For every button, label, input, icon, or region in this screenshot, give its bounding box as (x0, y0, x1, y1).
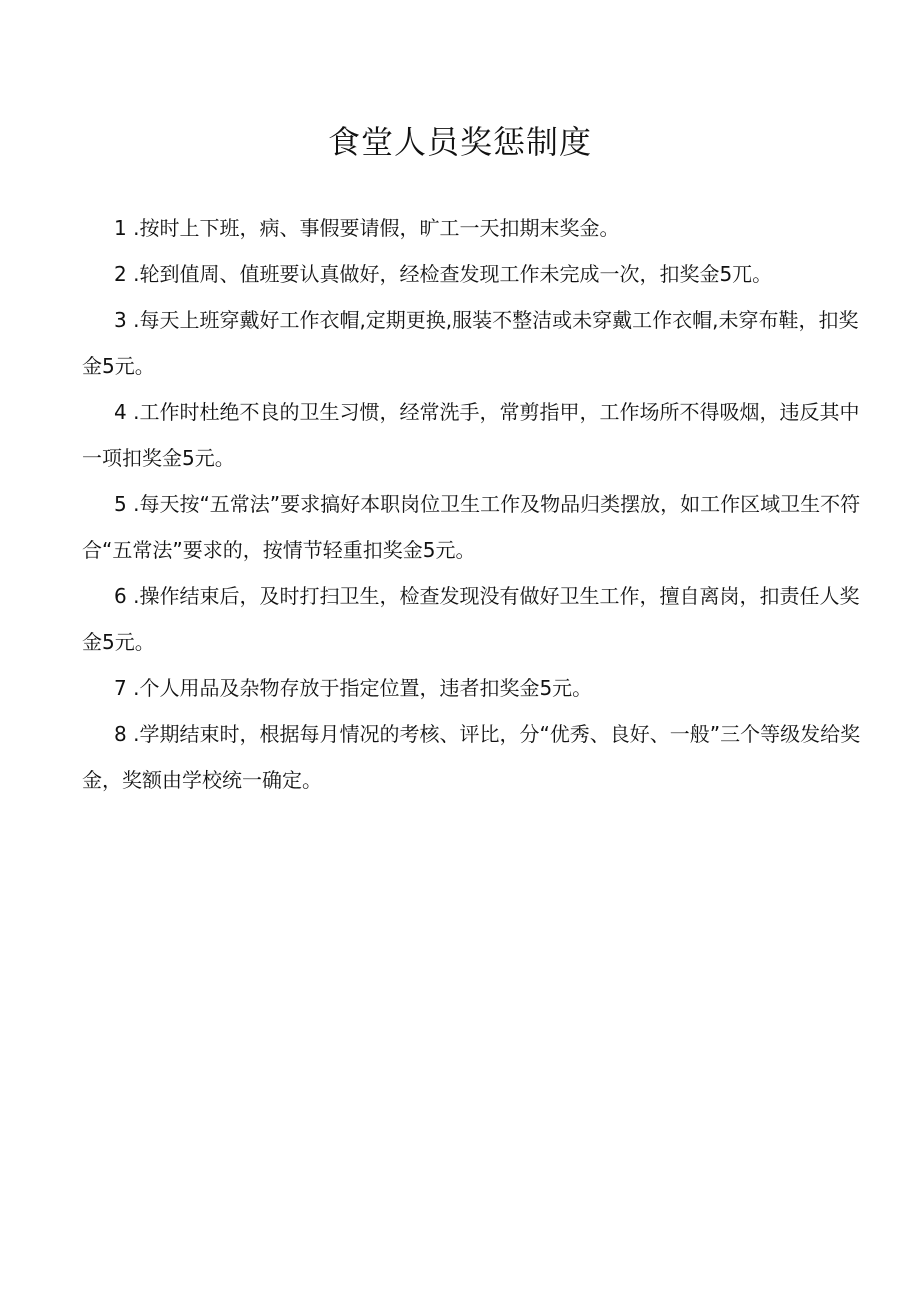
rules-list (82, 205, 862, 803)
rule-number: 1 (114, 216, 127, 240)
rule-item-2 (82, 251, 862, 297)
rule-text: .工作时杜绝不良的卫生习惯，经常洗手，常剪指甲，工作场所不得吸烟，违反其中一项扣奖金5元。 (82, 400, 860, 470)
rule-item-4 (82, 389, 862, 481)
rule-text: .操作结束后，及时打扫卫生，检查发现没有做好卫生工作，擅自离岗，扣责任人奖金5元。 (82, 584, 860, 654)
rule-number: 5 (114, 492, 127, 516)
rule-item-8 (82, 711, 862, 803)
rule-number: 3 (114, 308, 127, 332)
rule-text: .学期结束时，根据每月情况的考核、评比，分“优秀、良好、一般”三个等级发给奖金，奖额由学校统一确定。 (82, 722, 861, 792)
rule-item-7 (82, 665, 862, 711)
rule-text: .每天按“五常法”要求搞好本职岗位卫生工作及物品归类摆放，如工作区域卫生不符合“五常法”要求的，按情节轻重扣奖金5元。 (82, 492, 861, 562)
rule-text: .按时上下班，病、事假要请假，旷工一天扣期末奖金。 (133, 216, 620, 240)
rule-text: .个人用品及杂物存放于指定位置，违者扣奖金5元。 (133, 676, 593, 700)
rule-number: 7 (114, 676, 127, 700)
rule-item-1 (82, 205, 862, 251)
rule-number: 2 (114, 262, 127, 286)
page-title: 食堂人员奖惩制度 (327, 123, 592, 161)
rule-text: .轮到值周、值班要认真做好，经检查发现工作未完成一次，扣奖金5兀。 (133, 262, 773, 286)
rule-number: 8 (114, 722, 127, 746)
rule-item-5 (82, 481, 862, 573)
rule-number: 6 (114, 584, 127, 608)
rule-text: .每天上班穿戴好工作衣帽,定期更换,服装不整洁或未穿戴工作衣帽,未穿布鞋，扣奖金5元。 (82, 308, 859, 378)
rule-item-3 (82, 297, 862, 389)
rule-number: 4 (114, 400, 127, 424)
rule-item-6 (82, 573, 862, 665)
